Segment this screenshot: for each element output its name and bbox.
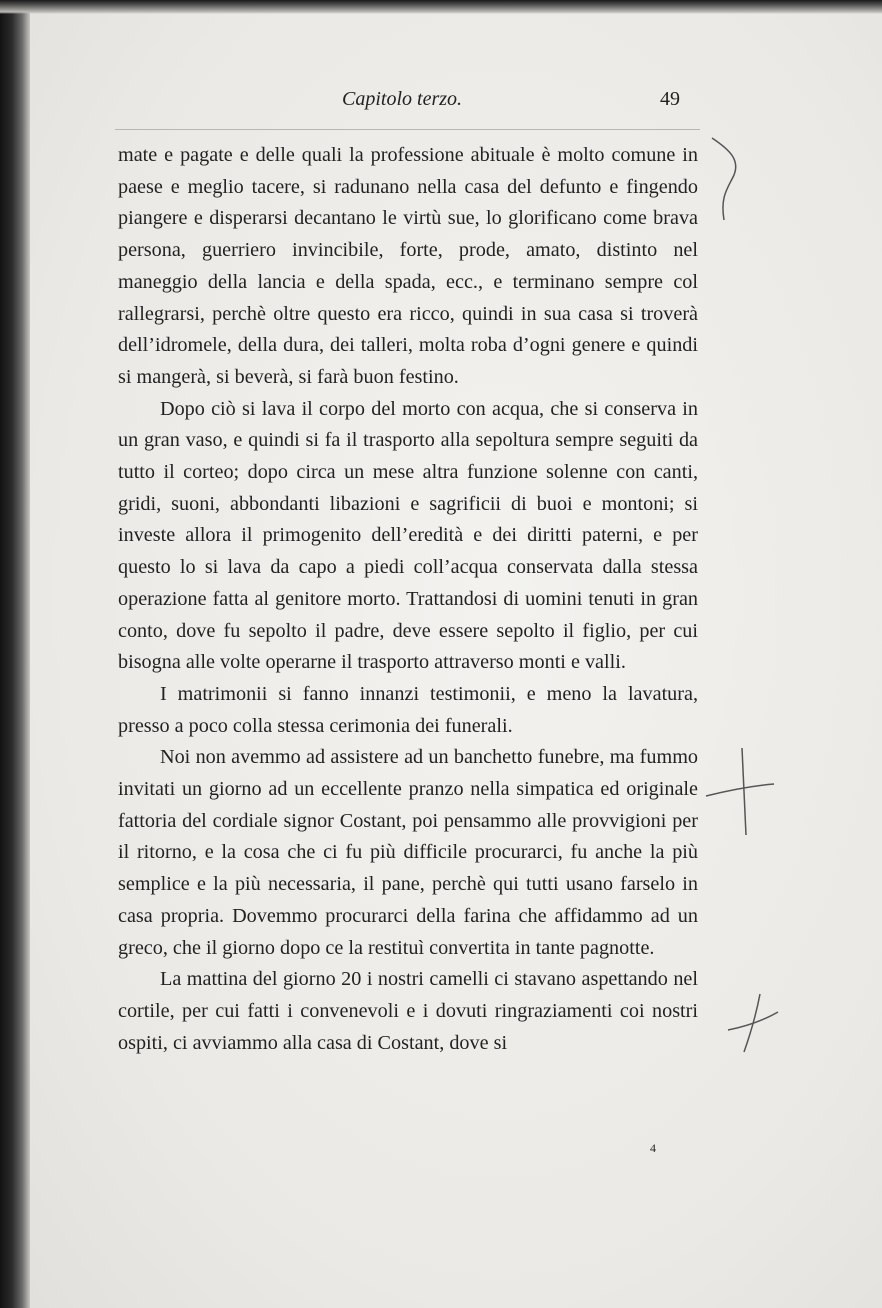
paragraph-1: mate e pagate e delle quali la professione abituale è molto comune in paese e meglio tacere, si radunano nella casa del defunto e fingendo piangere e disperarsi decantano le virtù sue, lo glorificano come brava persona, guerriero invincibile, forte, prode, amato, distinto nel maneggio della lancia e della spada, ecc., e terminano sempre col rallegrarsi, perchè oltre questo era ricco, quindi in sua casa si troverà dell’idromele, della dura, dei talleri, molta roba d’ogni genere e quindi si mangerà, si beverà, si farà buon festino.	[118, 144, 698, 388]
pencil-cross-mark	[700, 740, 780, 850]
signature-mark: 4	[650, 1141, 656, 1155]
pencil-bracket-mark	[700, 130, 760, 250]
paragraph-2: Dopo ciò si lava il corpo del morto con acqua, che si conserva in un gran vaso, e quindi si fa il trasporto alla sepoltura sempre seguiti da tutto il corteo; dopo circa un mese altra funzione solenne con canti, gridi, suoni, abbondanti libazioni e sagrificii di buoi e montoni; si investe allora il primogenito dell’eredità e dei diritti paterni, e per questo lo si lava da capo a piedi coll’acqua conservata dalla stessa operazione fatta al genitore morto. Trattandosi di uomini tenuti in gran conto, dove fu sepolto il padre, deve essere sepolto il figlio, per cui bisogna alle volte operarne il trasporto attraverso monti e valli.	[118, 397, 698, 674]
body-text	[118, 140, 698, 1059]
paragraph-3: I matrimonii si fanno innanzi testimonii, e meno la lavatura, presso a poco colla stessa cerimonia dei funerali.	[118, 682, 698, 737]
paragraph-5: La mattina del giorno 20 i nostri camelli ci stavano aspettando nel cortile, per cui fatti i convenevoli e i dovuti ringraziamenti coi nostri ospiti, ci avviammo alla casa di Costant, dove si	[118, 968, 698, 1054]
running-head	[118, 88, 680, 116]
paragraph-4: Noi non avemmo ad assistere ad un banchetto funebre, ma fummo invitati un giorno ad un eccellente pranzo nella simpatica ed originale fattoria del cordiale signor Costant, poi pensammo alle provvigioni per il ritorno, e la cosa che ci fu più difficile procurarci, fu anche la più semplice e la più necessaria, il pane, perchè qui tutti usano farselo in casa propria. Dovemmo procurarci della farina che affidammo ad un greco, che il giorno dopo ce la restituì convertita in tante pagnotte.	[118, 746, 698, 959]
book-binding-edge	[0, 0, 30, 1308]
page-number: 49	[660, 88, 680, 110]
page-top-edge	[0, 0, 882, 14]
pencil-dagger-mark	[720, 990, 790, 1060]
header-rule	[115, 129, 700, 130]
chapter-title: Capitolo terzo.	[342, 88, 463, 110]
